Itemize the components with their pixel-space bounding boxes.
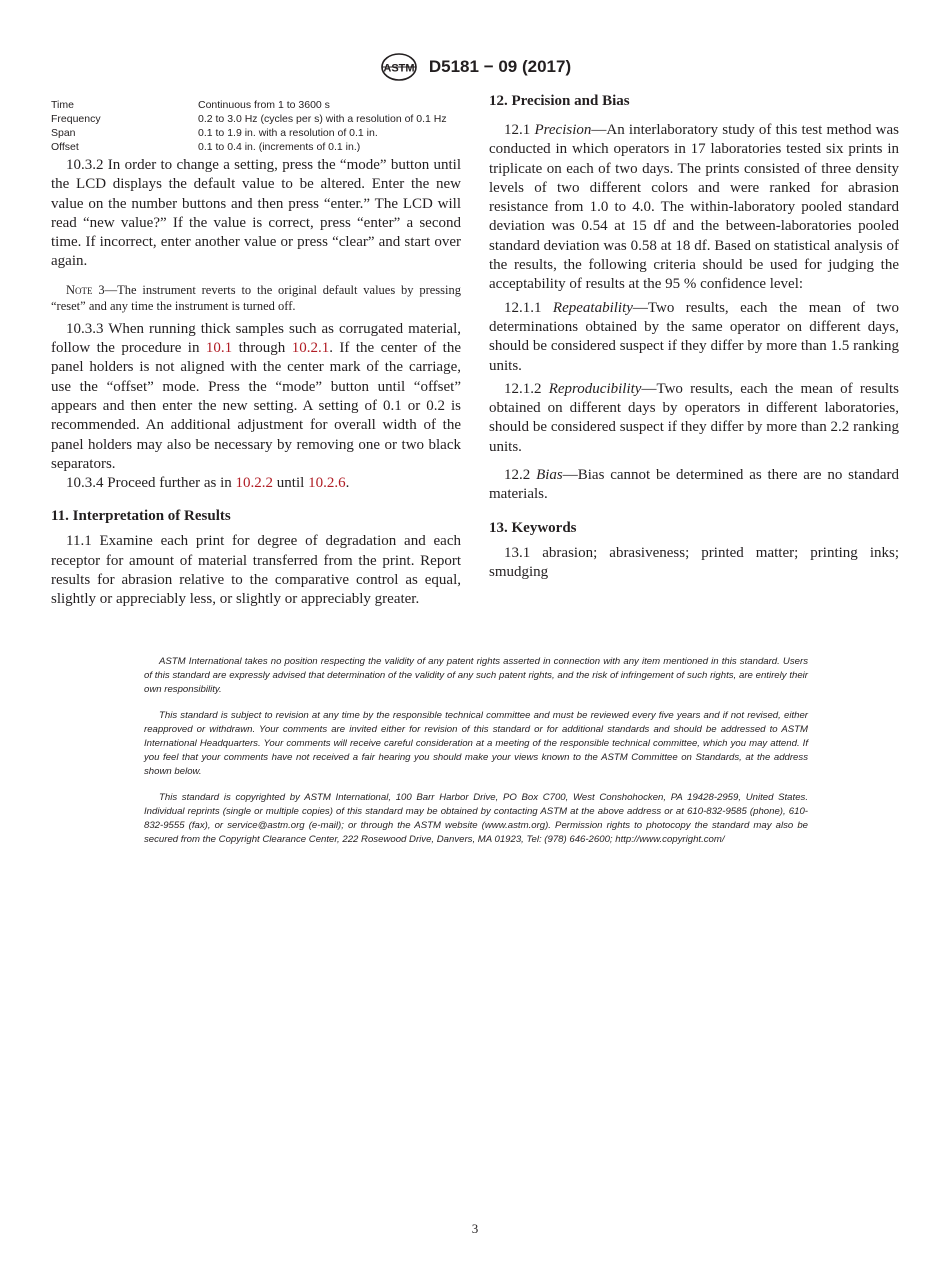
text-run: until (273, 475, 309, 492)
text-run: —Two results, each the mean of two determinations obtained by the same operator on different days, should be considered suspect if they differ by more than 1.5 ranking units. (489, 299, 900, 374)
term: Bias (536, 467, 563, 484)
right-column (489, 92, 899, 582)
text-run: —Two results, each the mean of results obtained on different days by operators in different laboratories, should be considered suspect if they differ by more than 2.2 ranking units. (489, 380, 899, 455)
paragraph-10-3-2: 10.3.2 In order to change a setting, press the “mode” button until the LCD displays the default value to be altered. Enter the new value on the number buttons and then press “enter.” The LCD will read “new value?” If the value is correct, press “enter” a second time. If incorrect, enter another value or press “clear” and start over again. (51, 157, 461, 270)
document-id: D5181 − 09 (2017) (428, 57, 572, 76)
term: Reproducibility (548, 380, 642, 397)
section-link[interactable]: 10.2.2 (235, 475, 274, 492)
note-3 (51, 282, 461, 314)
text-run: —Bias cannot be determined as there are no standard materials. (489, 467, 900, 503)
paragraph-11-1: 11.1 Examine each print for degree of degradation and each receptor for amount of material transferred from the print. Report results for abrasion relative to the comparative control as equal, slightly or appreciably less, or slightly or appreciably greater. (51, 533, 461, 608)
legal-paragraph: ASTM International takes no position respecting the validity of any patent rights asserted in connection with any item mentioned in this standard. Users of this standard are expressly advised that determination of the validity of any such patent rights, and the risk of infringement of such rights, are entirely their own responsibility. (144, 656, 808, 695)
setting-value: 0.2 to 3.0 Hz (cycles per s) with a resolution of 0.1 Hz (198, 113, 447, 125)
setting-name: Frequency (51, 113, 101, 125)
term: Precision (534, 122, 592, 138)
page-number: 3 (471, 1221, 479, 1236)
note-text: 3—The instrument reverts to the original default values by pressing “reset” and any time the instrument is turned off. (51, 282, 461, 313)
text-run: . (345, 475, 350, 492)
legal-paragraph: This standard is copyrighted by ASTM International, 100 Barr Harbor Drive, PO Box C700, West Conshohocken, PA 19428-2959, United States. Individual reprints (single or multiple copies) of this standard may be obtained by contacting ASTM at the above address or at 610-832-9585 (phone), 610-832-9555 (fax), or service@astm.org (e-mail); or through the ASTM website (www.astm.org). Permission rights to photocopy the standard may also be secured from the Copyright Clearance Center, 222 Rosewood Drive, Danvers, MA 01923, Tel: (978) 646-2600; http://www.copyright.com/ (144, 792, 808, 845)
paragraph-12-1-1 (489, 299, 899, 376)
text-run: 10.3.3 When running thick samples such as corrugated material, follow the procedure in (51, 320, 461, 357)
section-heading-12: 12. Precision and Bias (489, 93, 630, 109)
setting-name: Offset (51, 141, 79, 153)
legal-notice (144, 655, 808, 860)
table-row (51, 126, 461, 140)
note-label: Note (66, 282, 93, 297)
section-link[interactable]: 10.2.6 (308, 475, 346, 492)
paragraph-12-2 (489, 466, 899, 505)
paragraph-10-3-3 (51, 320, 461, 474)
section-heading-13: 13. Keywords (489, 519, 577, 536)
paragraph-10-3-4 (51, 474, 461, 493)
astm-logo-icon (379, 52, 419, 82)
text-run: 12.1.1 (504, 299, 553, 316)
setting-name: Span (51, 127, 76, 139)
table-row (51, 98, 461, 112)
setting-value: 0.1 to 0.4 in. (increments of 0.1 in.) (198, 141, 361, 153)
settings-table (51, 98, 461, 154)
text-run: . If the center of the panel holders is not aligned with the center mark of the carriage, use the “offset” mode. Press the “mode” button until “offset” appears and then enter the new setting. A setting of 0.1 or 0.2 is recommended. An additional adjustment for overall width of the panel holders may also be necessary by removing one or two black separators. (51, 340, 461, 472)
table-row (51, 112, 461, 126)
section-link[interactable]: 10.1 (205, 340, 233, 357)
text-run: 12.2 (504, 467, 537, 484)
text-run: 12.1 (504, 122, 535, 138)
page-header (0, 52, 950, 82)
paragraph-12-1 (489, 121, 899, 295)
text-run: 12.1.2 (504, 380, 549, 397)
paragraph-12-1-2 (489, 380, 899, 457)
paragraph-13-1: 13.1 abrasion; abrasiveness; printed matter; printing inks; smudging (489, 544, 899, 580)
section-link[interactable]: 10.2.1 (291, 340, 330, 357)
svg-text:ASTM: ASTM (383, 62, 415, 75)
text-run: through (232, 340, 292, 357)
text-run: —An interlaboratory study of this test method was conducted in which operators in 17 laboratories tested six prints in triplicate on each of two days. The prints consisted of three density levels of two different colors and were ranked for abrasion resistance from 1.0 to 4.0. The within-laboratory pooled standard deviation was 0.54 at 15 df and the between-laboratories pooled standard deviation was 0.58 at 18 df. Based on statistical analysis of the results, the following criteria should be used for judging the acceptability of results at the 95 % confidence level: (489, 122, 900, 293)
setting-name: Time (51, 99, 74, 111)
table-row (51, 140, 461, 154)
left-column (51, 98, 461, 610)
term: Repeatability (552, 299, 633, 316)
setting-value: 0.1 to 1.9 in. with a resolution of 0.1 in. (198, 127, 378, 139)
legal-paragraph: This standard is subject to revision at any time by the responsible technical committee and must be reviewed every five years and if not revised, either reapproved or withdrawn. Your comments are invited either for revision of this standard or for additional standards and should be addressed to ASTM International Headquarters. Your comments will receive careful consideration at a meeting of the responsible technical committee, which you may attend. If you feel that your comments have not received a fair hearing you should make your views known to the ASTM Committee on Standards, at the address shown below. (144, 710, 808, 777)
setting-value: Continuous from 1 to 3600 s (198, 99, 330, 111)
text-run: 10.3.4 Proceed further as in (66, 475, 236, 492)
section-heading-11: 11. Interpretation of Results (51, 508, 231, 525)
